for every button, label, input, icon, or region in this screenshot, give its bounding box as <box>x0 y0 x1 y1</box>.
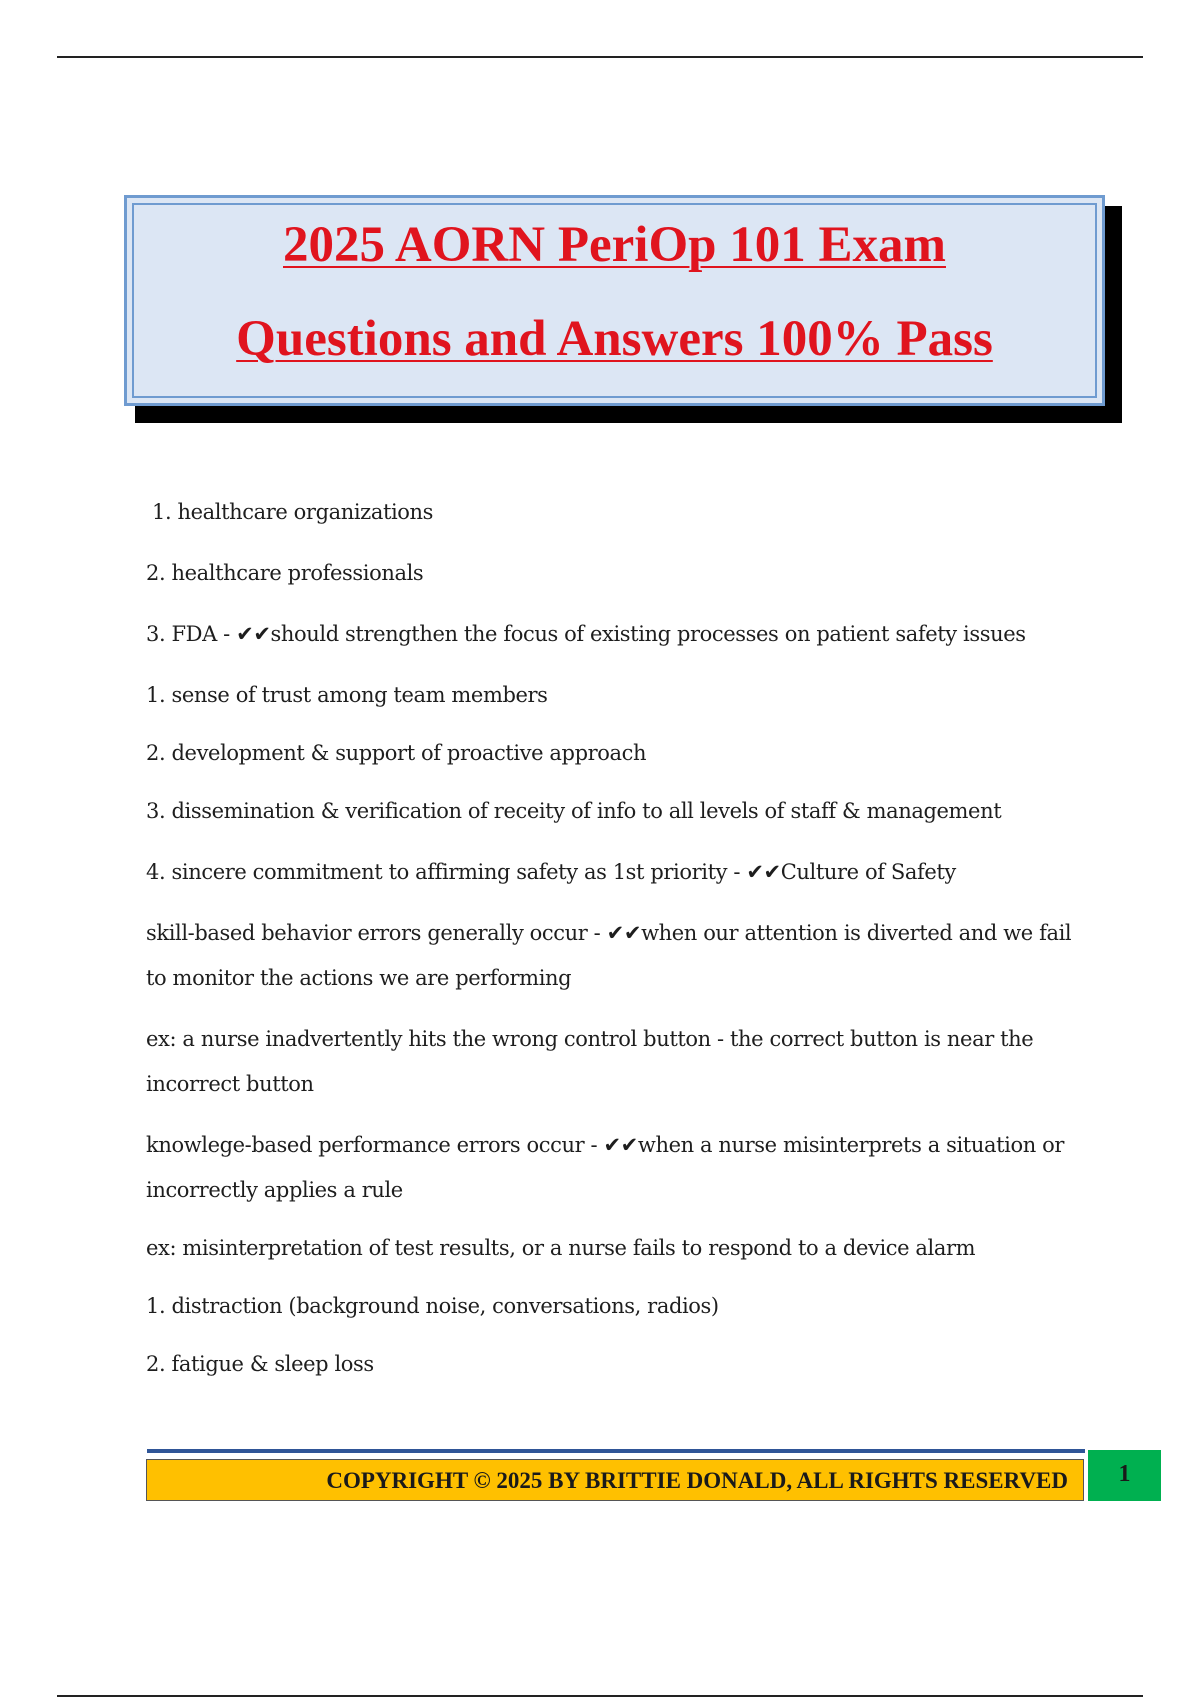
qa-list <box>146 490 1086 1403</box>
list-item <box>146 612 1086 657</box>
footer-bar <box>146 1459 1084 1501</box>
item-text: 2. healthcare professionals <box>146 561 424 585</box>
document-title-line-2: Questions and Answers 100% Pass <box>236 311 993 367</box>
title-box <box>124 195 1105 406</box>
item-answer: should strengthen the focus of existing processes on patient safety issues <box>270 622 1026 646</box>
list-item <box>146 850 1086 895</box>
bottom-rule <box>57 1695 1143 1697</box>
item-text: 1. distraction (background noise, conversations, radios) <box>146 1294 719 1318</box>
list-item <box>146 911 1086 1001</box>
list-item <box>146 1226 1086 1271</box>
item-text: 2. fatigue & sleep loss <box>146 1352 374 1376</box>
item-text: 1. healthcare organizations <box>152 500 434 524</box>
list-item <box>146 1123 1086 1213</box>
item-answer: Culture of Safety <box>780 860 956 884</box>
document-title-line-1: 2025 AORN PeriOp 101 Exam <box>283 217 946 273</box>
top-rule <box>57 56 1143 58</box>
list-item <box>146 1342 1086 1387</box>
check-mark-icon: ✔✔ <box>746 860 781 884</box>
check-mark-icon: ✔✔ <box>603 1133 638 1157</box>
item-text: ex: a nurse inadvertently hits the wrong control button - the correct button is near the incorrect button <box>146 1027 1034 1096</box>
list-item <box>146 731 1086 776</box>
list-item <box>146 1284 1086 1329</box>
list-item <box>146 789 1086 834</box>
list-item <box>146 673 1086 718</box>
item-text: 2. development & support of proactive approach <box>146 741 647 765</box>
copyright-notice: COPYRIGHT © 2025 BY BRITTIE DONALD, ALL RIGHTS RESERVED <box>326 1468 1068 1493</box>
list-item <box>146 1017 1086 1107</box>
item-text: 1. sense of trust among team members <box>146 683 548 707</box>
check-mark-icon: ✔✔ <box>236 622 271 646</box>
item-text: skill-based behavior errors generally occur - <box>146 921 607 945</box>
footer-rule <box>147 1449 1085 1453</box>
item-answer: when our attention is diverted and we fail to monitor the actions we are performing <box>146 921 1072 990</box>
item-text: 3. FDA - <box>146 622 237 646</box>
item-text: 4. sincere commitment to affirming safety as 1st priority - <box>146 860 747 884</box>
page-number-box <box>1088 1450 1161 1501</box>
item-text: 3. dissemination & verification of receity of info to all levels of staff & management <box>146 799 1002 823</box>
item-text: knowlege-based performance errors occur - <box>146 1133 604 1157</box>
list-item <box>146 490 1086 535</box>
item-answer: when a nurse misinterprets a situation or incorrectly applies a rule <box>146 1133 1064 1202</box>
check-mark-icon: ✔✔ <box>606 921 642 945</box>
list-item <box>146 551 1086 596</box>
page-number: 1 <box>1118 1461 1131 1487</box>
item-text: ex: misinterpretation of test results, or a nurse fails to respond to a device alarm <box>146 1236 976 1260</box>
